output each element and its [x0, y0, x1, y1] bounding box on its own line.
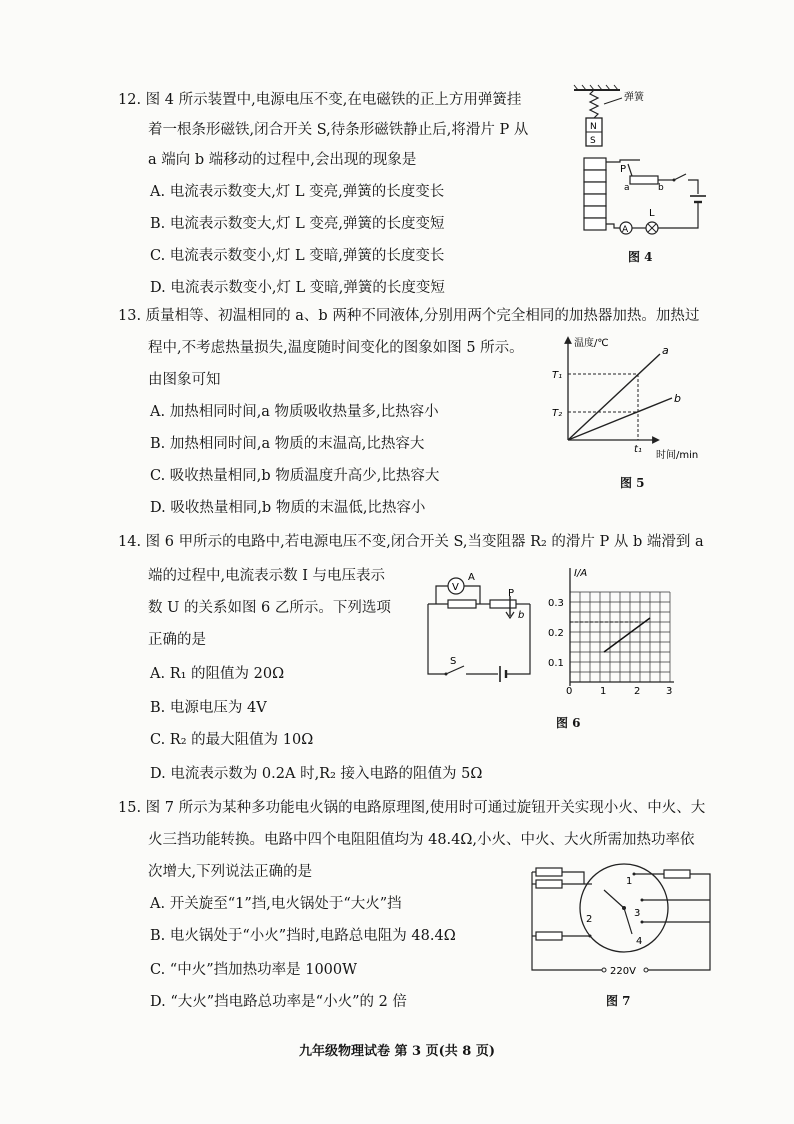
q13-line-2: 程中,不考虑热量损失,温度随时间变化的图象如图 5 所示。 — [148, 340, 524, 356]
switch-pos-2: 2 — [586, 914, 593, 925]
q15-option-a: A. 开关旋至“1”挡,电火锅处于“大火”挡 — [150, 896, 402, 912]
graph6-ytick-03: 0.3 — [548, 598, 564, 609]
q14-line-3: 数 U 的关系如图 6 乙所示。下列选项 — [148, 600, 391, 616]
graph5-xlabel: 时间/min — [656, 450, 699, 461]
q12-line-1: 12. 图 4 所示装置中,电源电压不变,在电磁铁的正上方用弹簧挂 — [118, 92, 522, 108]
figure-6-circuit — [420, 566, 538, 686]
q15-line-2: 火三挡功能转换。电路中四个电阻阻值均为 48.4Ω,小火、中火、大火所需加热功率依 — [148, 832, 695, 848]
magnet-s-label: S — [590, 136, 596, 146]
q12-option-a: A. 电流表示数变大,灯 L 变亮,弹簧的长度变长 — [150, 184, 445, 200]
spring-label: 弹簧 — [624, 92, 644, 103]
q13-line-1: 13. 质量相等、初温相同的 a、b 两种不同液体,分别用两个完全相同的加热器加热。加热过 — [118, 308, 700, 324]
q13-option-b: B. 加热相同时间,a 物质的末温高,比热容大 — [150, 436, 425, 452]
graph6-ylabel: I/A — [574, 568, 588, 579]
figure-5-caption: 图 5 — [620, 476, 645, 490]
q14-line-2: 端的过程中,电流表示数 I 与电压表示 — [148, 568, 386, 584]
graph5-time: t₁ — [634, 444, 642, 455]
q13-option-c: C. 吸收热量相同,b 物质温度升高少,比热容大 — [150, 468, 440, 484]
figure-7-caption: 图 7 — [606, 994, 631, 1008]
resistor-r1 — [448, 600, 476, 608]
line-a-label: a — [662, 344, 669, 357]
figure-4-caption: 图 4 — [628, 250, 653, 264]
q15-option-c: C. “中火”挡加热功率是 1000W — [150, 962, 358, 978]
figure-4-electromagnet — [570, 84, 730, 264]
rheostat-r2 — [490, 600, 516, 608]
slider-p-label: P — [620, 164, 627, 175]
q12-option-c: C. 电流表示数变小,灯 L 变暗,弹簧的长度变长 — [150, 248, 445, 264]
q14-option-b: B. 电源电压为 4V — [150, 700, 267, 716]
graph5-t2: T₂ — [552, 408, 563, 419]
figure-7-circuit — [524, 862, 720, 986]
switch-s-label-6: S — [450, 656, 457, 667]
graph6-ytick-02: 0.2 — [548, 628, 564, 639]
q12-option-d: D. 电流表示数变小,灯 L 变暗,弹簧的长度变短 — [150, 280, 445, 296]
end-b-label-6: b — [518, 610, 525, 621]
q12-option-b: B. 电流表示数变大,灯 L 变亮,弹簧的长度变短 — [150, 216, 445, 232]
q12-line-3: a 端向 b 端移动的过程中,会出现的现象是 — [148, 152, 417, 168]
q14-line-4: 正确的是 — [148, 632, 206, 648]
graph5-ylabel: 温度/℃ — [574, 338, 609, 349]
figure-6-caption: 图 6 — [556, 716, 581, 730]
q14-option-d: D. 电流表示数为 0.2A 时,R₂ 接入电路的阻值为 5Ω — [150, 766, 483, 782]
magnet-n-label: N — [590, 122, 597, 132]
graph6-xtick-0: 0 — [566, 686, 573, 696]
graph6-xtick-2: 2 — [634, 686, 641, 696]
switch-pos-3: 3 — [634, 908, 641, 919]
end-a-label: a — [624, 183, 630, 193]
graph6-line — [604, 618, 650, 652]
switch-pos-4: 4 — [636, 936, 643, 947]
ammeter-label-6: A — [468, 572, 475, 583]
q13-option-d: D. 吸收热量相同,b 物质的末温低,比热容小 — [150, 500, 426, 516]
switch-pos-1: 1 — [626, 876, 633, 887]
q13-option-a: A. 加热相同时间,a 物质吸收热量多,比热容小 — [150, 404, 439, 420]
page-footer: 九年级物理试卷 第 3 页(共 8 页) — [298, 1044, 496, 1059]
figure-5-temperature-graph — [548, 332, 718, 468]
q14-option-c: C. R₂ 的最大阻值为 10Ω — [150, 732, 314, 748]
q15-line-3: 次增大,下列说法正确的是 — [148, 864, 313, 880]
q15-line-1: 15. 图 7 所示为某种多功能电火锅的电路原理图,使用时可通过旋钮开关实现小火、中火、大 — [118, 800, 706, 816]
q14-line-1: 14. 图 6 甲所示的电路中,若电源电压不变,闭合开关 S,当变阻器 R₂ 的滑片 P 从 b 端滑到 a — [118, 534, 704, 550]
graph5-t1: T₁ — [552, 370, 563, 381]
figure-6-graph — [548, 562, 678, 696]
graph6-xtick-3: 3 — [666, 686, 673, 696]
q14-option-a: A. R₁ 的阻值为 20Ω — [150, 666, 285, 682]
slider-p-label-6: P — [508, 588, 515, 599]
end-b-label: b — [658, 183, 664, 193]
lamp-l-label: L — [649, 208, 655, 219]
line-b-label: b — [674, 392, 681, 405]
line-a — [568, 354, 660, 440]
voltmeter-label: V — [452, 582, 459, 593]
ammeter-label: A — [622, 225, 629, 235]
graph6-ytick-01: 0.1 — [548, 658, 564, 669]
voltage-label: 220V — [610, 966, 636, 977]
q15-option-b: B. 电火锅处于“小火”挡时,电路总电阻为 48.4Ω — [150, 928, 456, 944]
q12-line-2: 着一根条形磁铁,闭合开关 S,待条形磁铁静止后,将滑片 P 从 — [148, 122, 529, 138]
q13-line-3: 由图象可知 — [148, 372, 221, 388]
q15-option-d: D. “大火”挡电路总功率是“小火”的 2 倍 — [150, 994, 407, 1010]
line-b — [568, 398, 672, 440]
graph6-xtick-1: 1 — [600, 686, 607, 696]
